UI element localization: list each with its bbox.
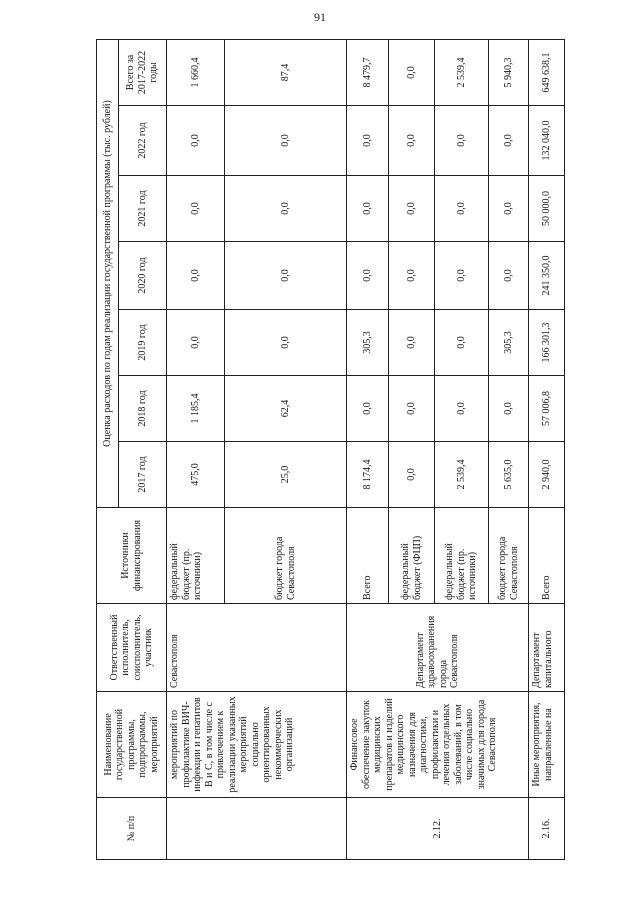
cell-value: 0,0 <box>435 106 489 176</box>
row-responsible: Севастополя <box>167 604 347 692</box>
row-num: 2.16. <box>529 798 565 860</box>
cell-value: 2 539,4 <box>435 442 489 508</box>
cell-total: 87,4 <box>225 39 347 105</box>
cell-total: 1 660,4 <box>167 39 225 105</box>
cell-value: 57 006,8 <box>529 376 565 442</box>
header-year: 2017 год <box>119 442 167 508</box>
cell-total: 8 479,7 <box>347 39 389 105</box>
cell-value: 0,0 <box>389 176 435 242</box>
cell-value: 25,0 <box>225 442 347 508</box>
cell-total: 0,0 <box>389 39 435 105</box>
cell-value: 241 350,0 <box>529 242 565 310</box>
header-year: 2021 год <box>119 176 167 242</box>
header-year: 2018 год <box>119 376 167 442</box>
row-source: бюджет города Севастополя <box>225 508 347 604</box>
cell-value: 0,0 <box>489 176 529 242</box>
cell-value: 0,0 <box>389 442 435 508</box>
row-num: 2.12. <box>347 798 529 860</box>
cell-value: 0,0 <box>389 106 435 176</box>
header-year: 2020 год <box>119 242 167 310</box>
row-source: Всего <box>347 508 389 604</box>
header-total: Всего за 2017-2022 годы <box>119 39 167 105</box>
cell-value: 0,0 <box>435 242 489 310</box>
cell-value: 0,0 <box>347 106 389 176</box>
cell-value: 305,3 <box>347 310 389 376</box>
cell-value: 0,0 <box>167 242 225 310</box>
cell-value: 0,0 <box>347 242 389 310</box>
cell-value: 0,0 <box>225 106 347 176</box>
cell-value: 1 185,4 <box>167 376 225 442</box>
cell-value: 0,0 <box>167 106 225 176</box>
cell-value: 0,0 <box>435 376 489 442</box>
cell-value: 5 635,0 <box>489 442 529 508</box>
cell-value: 2 940,0 <box>529 442 565 508</box>
row-responsible: Департамент здравоохранения города Севастополя <box>347 604 529 692</box>
table-row <box>529 39 565 859</box>
cell-value: 305,3 <box>489 310 529 376</box>
cell-value: 0,0 <box>225 310 347 376</box>
cell-value: 0,0 <box>167 310 225 376</box>
row-source: Всего <box>529 508 565 604</box>
cell-value: 166 301,3 <box>529 310 565 376</box>
row-name: Финансовое обеспечение закупок медицинских препаратов и изделий медицинского назначения для диагностики, профилактики и лечения отдельных заболеваний, в том числе социально значимых для города Севастополя <box>347 692 529 798</box>
cell-value: 0,0 <box>489 242 529 310</box>
row-name: мероприятий по профилактике ВИЧ-инфекции и гепатитов В и С, в том числе с привлечением к реализации указанных мероприятий социально ориентированных некоммерческих организаций <box>167 692 347 798</box>
header-responsible: Ответственный исполнитель, соисполнитель, участник <box>97 604 167 692</box>
budget-table <box>96 39 565 860</box>
row-source: бюджет города Севастополя <box>489 508 529 604</box>
row-num <box>167 798 347 860</box>
cell-value: 0,0 <box>225 176 347 242</box>
cell-value: 50 000,0 <box>529 176 565 242</box>
cell-value: 0,0 <box>347 376 389 442</box>
cell-total: 2 539,4 <box>435 39 489 105</box>
cell-value: 0,0 <box>489 376 529 442</box>
header-num: № п/п <box>97 798 167 860</box>
cell-value: 0,0 <box>389 242 435 310</box>
cell-value: 8 174,4 <box>347 442 389 508</box>
row-source: федеральный бюджет (ФЦП) <box>389 508 435 604</box>
table-row <box>167 39 225 859</box>
header-name: Наименование государственной программы, подпрограммы, мероприятий <box>97 692 167 798</box>
cell-value: 62,4 <box>225 376 347 442</box>
cell-value: 0,0 <box>389 376 435 442</box>
cell-value: 0,0 <box>167 176 225 242</box>
cell-value: 0,0 <box>489 106 529 176</box>
header-year: 2022 год <box>119 106 167 176</box>
header-year: 2019 год <box>119 310 167 376</box>
row-source: федеральный бюджет (пр. источники) <box>167 508 225 604</box>
cell-value: 0,0 <box>389 310 435 376</box>
cell-value: 0,0 <box>225 242 347 310</box>
cell-value: 0,0 <box>435 310 489 376</box>
cell-value: 475,0 <box>167 442 225 508</box>
row-source: федеральный бюджет (пр. источники) <box>435 508 489 604</box>
header-source: Источники финансирования <box>97 508 167 604</box>
row-responsible: Департамент капитального <box>529 604 565 692</box>
header-estimate: Оценка расходов по годам реализации государственной программы (тыс. рублей) <box>97 39 119 507</box>
cell-total: 649 638,1 <box>529 39 565 105</box>
cell-value: 132 040,0 <box>529 106 565 176</box>
row-name: Иные мероприятия, направленные на <box>529 692 565 798</box>
cell-value: 0,0 <box>347 176 389 242</box>
rotated-table-wrapper <box>96 40 564 860</box>
cell-value: 0,0 <box>435 176 489 242</box>
cell-total: 5 940,3 <box>489 39 529 105</box>
page-number: 91 <box>314 10 326 24</box>
table-row <box>347 39 389 859</box>
